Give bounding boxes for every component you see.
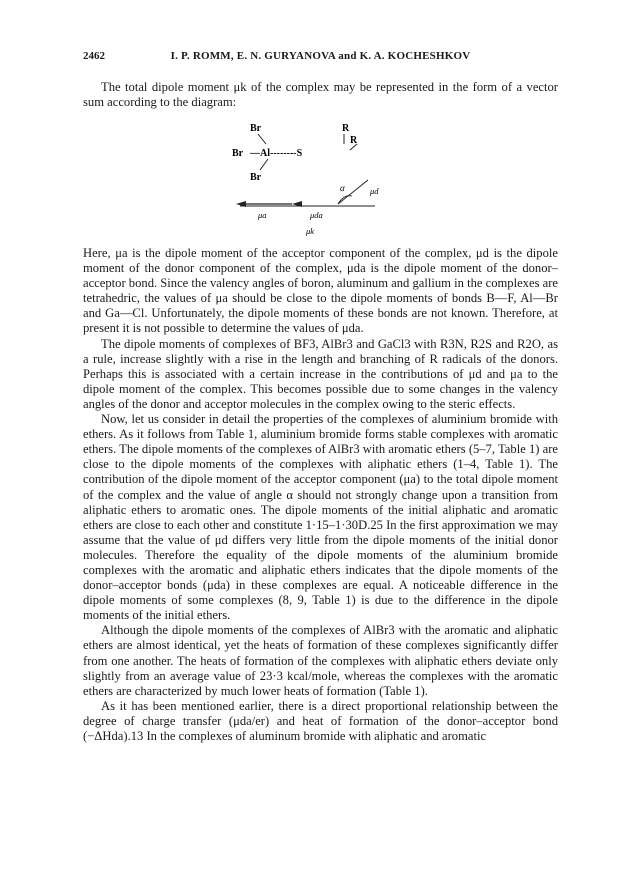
diagram-br-top: Br: [250, 123, 262, 134]
page-header: [83, 50, 558, 66]
bond-line: [258, 134, 266, 144]
paragraph-heats-of-formation: Although the dipole moments of the complexes of AlBr3 with the aromatic and aliphatic ethers are almost identical, yet the heats of formation of these complexes significantly differ from one another. The heats of formation of the complexes with aliphatic ethers deviate only slightly from an average value of 23·3 kcal/mole, whereas the complexes with the aromatic ethers are characterized by much lower heats of formation (Table 1).: [83, 623, 558, 698]
page-number: 2462: [83, 50, 105, 62]
mu-da-label: μda: [310, 210, 323, 220]
diagram-br-left: Br: [232, 148, 244, 159]
diagram-br-bottom: Br: [250, 172, 262, 183]
angle-alpha-label: α: [340, 183, 345, 193]
vector-sum-diagram: [210, 118, 410, 238]
mu-k-label: μk: [306, 226, 315, 236]
diagram-r-right: R: [350, 135, 358, 146]
mu-a-label: μa: [258, 210, 267, 220]
paragraph-charge-transfer: As it has been mentioned earlier, there is a direct proportional relationship between the degree of charge transfer (μda/er) and heat of formation of the donor–acceptor bond (−ΔHda).13 In the complexes of aluminum bromide with aliphatic and aromatic: [83, 698, 558, 743]
intro-text: [83, 80, 558, 110]
paragraph-definitions: Here, μa is the dipole moment of the acceptor component of the complex, μd is the dipole moment of the donor component of the complex, μda is the dipole moment of the donor–acceptor bond. Since the valency angles of boron, aluminum and gallium in the complexes are tetrahedric, the values of μa should be close to the dipole moments of bonds B—F, Al—Br and Ga—Cl. Unfortunately, the dipole moments of these bonds are not known. Therefore, at present it is not possible to determine the values of μda.: [83, 246, 558, 336]
paragraph-donor-radicals: The dipole moments of complexes of BF3, AlBr3 and GaCl3 with R3N, R2S and R2O, as a rule, increase slightly with a rise in the length and branching of R radicals of the donors. Perhaps this is associated with a certain increase in the contributions of μd and μa to the dipole moment of the complex. This becomes possible due to some changes in the valency angles of the donor and acceptor molecules in the complex owing to the steric effects.: [83, 336, 558, 411]
paragraph-ether-complexes: Now, let us consider in detail the properties of the complexes of aluminium bromide with ethers. As it follows from Table 1, aluminium bromide forms stable complexes with aromatic ethers. The dipole moments of the complexes of AlBr3 with aromatic ethers (5–7, Table 1) are close to the dipole moments of the complexes with aliphatic ethers (1–4, Table 1). The contribution of the dipole moment of the acceptor component (μa) to the total dipole moment of the complex and the value of angle α should not strongly change upon a transition from aliphatic ethers to aromatic ones. The dipole moments of the initial aliphatic and aromatic ethers are close to each other and constitute 1·15–1·30D.25 In the first approximation we may assume that the value of μd differs very little from the dipole moments of the initial donor molecules. Therefore the equality of the dipole moments of the aluminium bromide complexes with the aromatic and aliphatic ethers indicates that the dipole moments of the donor–acceptor bonds (μda) in these complexes are equal. A noticeable difference in the dipole moments of some complexes (8, 9, Table 1) is due to the difference in the dipole moments of the initial ethers.: [83, 412, 558, 623]
body-text: [83, 246, 558, 744]
mu-d-label: μd: [370, 186, 379, 196]
diagram-al-s-bond: —Al--------S: [250, 148, 303, 159]
bond-line: [260, 159, 268, 170]
running-head-authors: I. P. ROMM, E. N. GURYANOVA and K. A. KOCHESHKOV: [170, 50, 471, 62]
intro-paragraph: The total dipole moment μk of the complex may be represented in the form of a vector sum according to the diagram:: [83, 80, 558, 110]
diagram-r-top: R: [342, 123, 350, 134]
